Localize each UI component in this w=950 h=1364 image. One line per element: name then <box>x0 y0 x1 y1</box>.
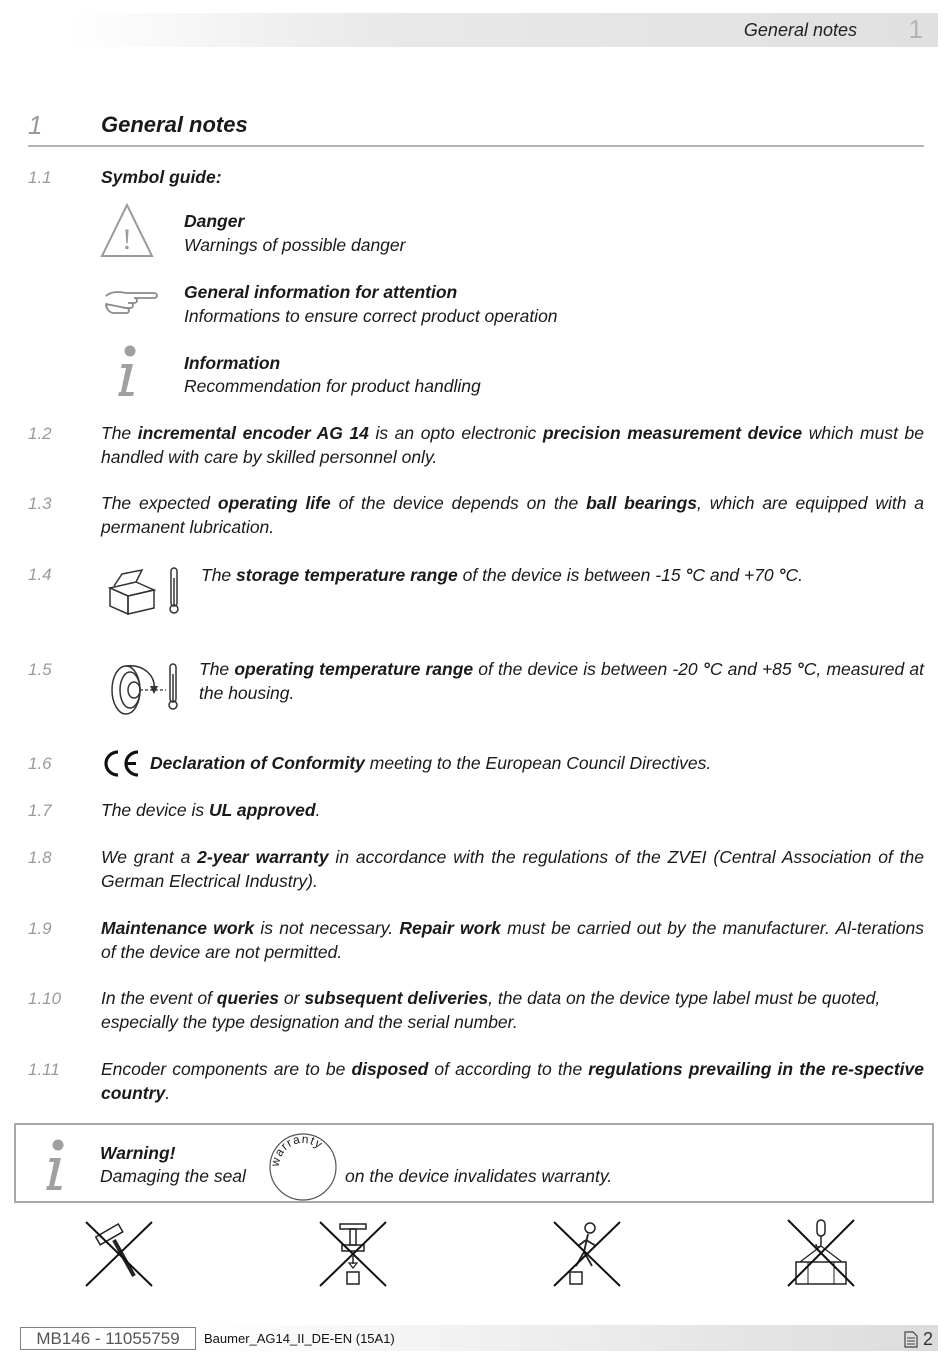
note-number: 1.5 <box>28 660 52 679</box>
no-dropping-icon <box>318 1220 388 1288</box>
note-1-11: Encoder components are to be disposed of according to the regulations prevailing in the re-spective country. <box>101 1059 924 1103</box>
no-lifting-by-cable-icon <box>786 1218 856 1288</box>
page-icon <box>904 1331 918 1348</box>
note-1-8: We grant a 2-year warranty in accordance with the regulations of the ZVEI (Central Association of the German Electrical Industry). <box>101 847 924 891</box>
info-icon <box>112 344 142 398</box>
symbol-title: Information <box>184 353 281 373</box>
note-1-6: Declaration of Conformity meeting to the European Council Directives. <box>150 753 712 773</box>
seal-text: warranty <box>267 1131 327 1168</box>
symbol-title: General information for attention <box>184 282 458 302</box>
note-number: 1.8 <box>28 848 52 867</box>
note-number: 1.1 <box>28 168 52 187</box>
footer-doc-name: Baumer_AG14_II_DE-EN (15A1) <box>204 1331 395 1346</box>
pointing-hand-icon <box>104 286 160 316</box>
note-1-3: The expected operating life of the device depends on the ball bearings, which are equipped with a permanent lubrication. <box>101 493 925 537</box>
note-number: 1.10 <box>28 989 62 1008</box>
warning-text-after: on the device invalidates warranty. <box>345 1166 613 1186</box>
section-title: General notes <box>101 112 248 137</box>
symbol-description: Warnings of possible danger <box>184 235 406 255</box>
symbol-description: Informations to ensure correct product operation <box>184 306 558 326</box>
symbol-description: Recommendation for product handling <box>184 376 481 396</box>
note-1-5: The operating temperature range of the device is between -20 °C and +85 °C, measured at the housing. <box>199 659 925 703</box>
note-number: 1.6 <box>28 754 52 773</box>
page-number: 2 <box>922 1329 933 1349</box>
info-icon <box>40 1138 70 1192</box>
warning-title: Warning! <box>100 1143 176 1163</box>
note-number: 1.2 <box>28 424 52 443</box>
no-hammer-icon <box>84 1220 154 1288</box>
note-1-10: In the event of queries or subsequent deliveries, the data on the device type label must be quoted, especially the type designation and the serial number. <box>101 988 881 1032</box>
svg-text:!: ! <box>122 223 132 256</box>
section-number: 1 <box>28 110 43 140</box>
note-1-9: Maintenance work is not necessary. Repair work must be carried out by the manufacturer. Al-terations of the device are not permitted. <box>101 918 924 962</box>
operating-encoder-thermometer-icon <box>104 660 184 718</box>
note-1-4: The storage temperature range of the device is between -15 °C and +70 °C. <box>201 565 804 585</box>
no-stepping-icon <box>552 1220 622 1288</box>
footer-doc-id: MB146 - 11055759 <box>20 1327 196 1350</box>
storage-box-thermometer-icon <box>106 566 182 616</box>
note-1-7: The device is UL approved. <box>101 800 321 820</box>
note-number: 1.11 <box>28 1060 60 1079</box>
note-number: 1.3 <box>28 494 52 513</box>
header-title: General notes <box>743 20 857 40</box>
note-number: 1.4 <box>28 565 52 584</box>
symbol-guide-heading: Symbol guide: <box>101 167 222 187</box>
header-chapter-number: 1 <box>908 14 923 44</box>
note-number: 1.9 <box>28 919 52 938</box>
note-number: 1.7 <box>28 801 52 820</box>
warranty-seal-icon <box>268 1132 338 1202</box>
section-divider <box>28 145 924 147</box>
ce-mark-icon <box>102 749 140 777</box>
warning-triangle-icon <box>100 202 154 258</box>
note-1-2: The incremental encoder AG 14 is an opto electronic precision measurement device which must be handled with care by skilled personnel only. <box>101 423 925 467</box>
symbol-title: Danger <box>184 211 245 231</box>
warning-text-before: Damaging the seal <box>100 1166 246 1186</box>
